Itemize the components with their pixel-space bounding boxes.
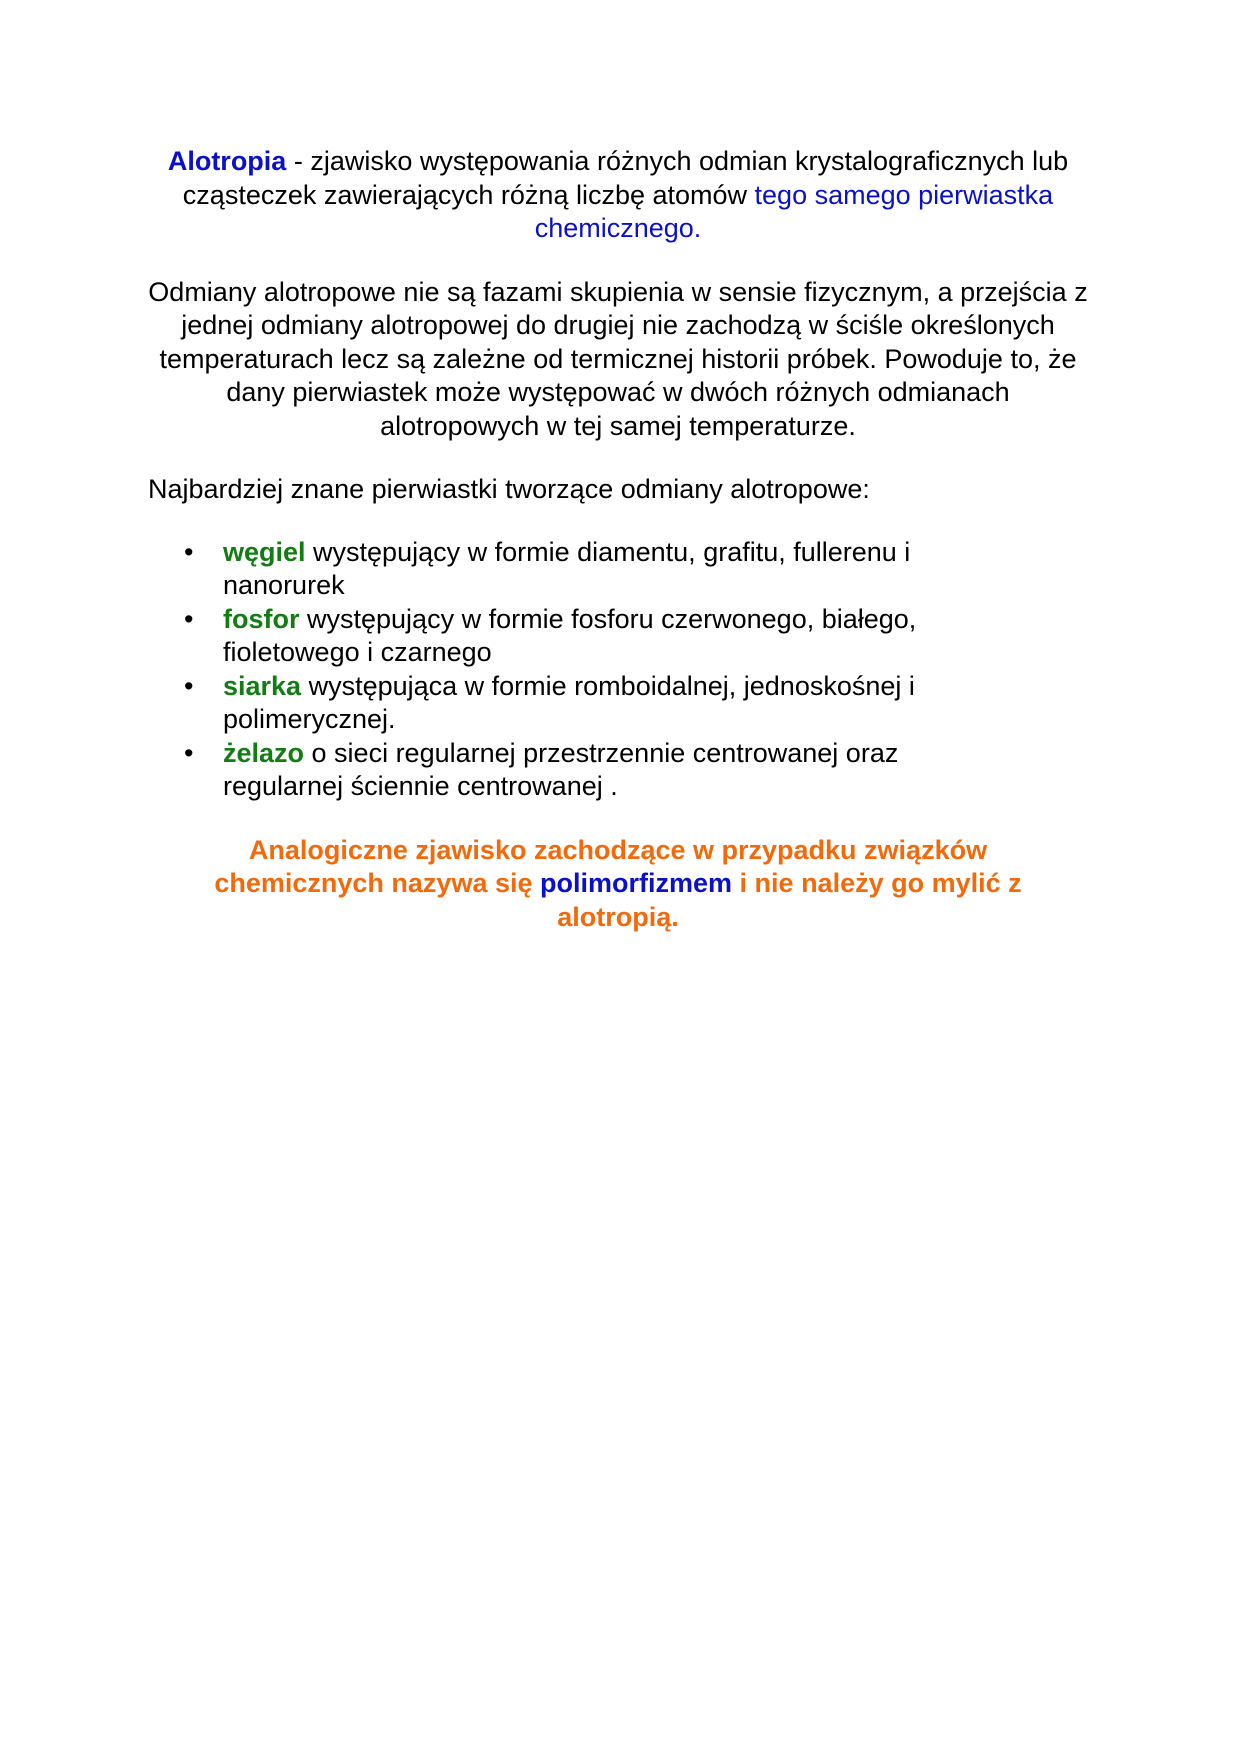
document-body: [148, 145, 1088, 934]
element-description: występująca w formie romboidalnej, jednoskośnej i polimerycznej.: [223, 670, 915, 734]
intro-paragraph: [148, 145, 1088, 246]
allotropes-paragraph: Odmiany alotropowe nie są fazami skupienia w sensie fizycznym, a przejścia z jednej odmiany alotropowej do drugiej nie zachodzą w ściśle określonych temperaturach lecz są zależne od termicznej historii próbek. Powoduje to, że dany pierwiastek może występować w dwóch różnych odmianach alotropowych w tej samej temperaturze.: [148, 276, 1088, 441]
intro-text: - zjawisko występowania różnych odmian krystalograficznych lub cząsteczek zawierających różną liczbę atomów: [182, 146, 1069, 210]
list-item: [148, 670, 1023, 737]
intro-highlight: tego samego pierwiastka chemicznego: [534, 179, 1054, 243]
bullet-icon: •: [184, 670, 194, 701]
term-alotropia: Alotropia: [167, 146, 287, 176]
intro-end: .: [693, 213, 702, 243]
term-polimorfizm: polimorfizmem: [540, 868, 733, 898]
list-item: [148, 603, 1023, 670]
element-description: o sieci regularnej przestrzennie centrowanej oraz regularnej ściennie centrowanej .: [223, 737, 899, 801]
bullet-icon: •: [184, 737, 194, 768]
bullet-icon: •: [184, 603, 194, 634]
list-heading: Najbardziej znane pierwiastki tworzące odmiany alotropowe:: [148, 474, 870, 504]
element-name: siarka: [223, 670, 302, 701]
element-name: węgiel: [223, 536, 306, 567]
note-text-after: i nie należy go mylić z alotropią.: [557, 868, 1022, 932]
list-item: [148, 737, 1023, 804]
note-text-before: Analogiczne zjawisko zachodzące w przypadku związków chemicznych nazywa się: [214, 834, 988, 898]
element-description: występujący w formie diamentu, grafitu, fullerenu i nanorurek: [223, 536, 911, 600]
element-description: występujący w formie fosforu czerwonego, białego, fioletowego i czarnego: [223, 603, 917, 667]
bullet-icon: •: [184, 536, 194, 567]
polymorphism-note: [168, 834, 1068, 935]
element-name: żelazo: [223, 737, 305, 768]
element-list: [148, 536, 1088, 804]
list-item: [148, 536, 1023, 603]
element-name: fosfor: [223, 603, 300, 634]
